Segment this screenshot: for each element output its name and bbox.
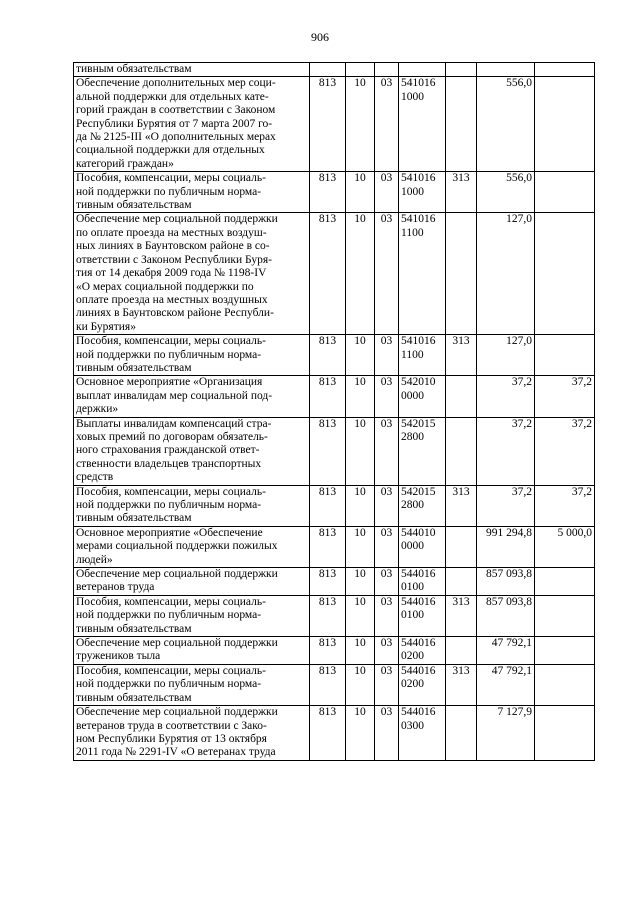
- row-name-line: линиях в Баунтовском районе Республи-: [76, 307, 274, 320]
- csr-code-line: 1100: [401, 226, 424, 239]
- row-name-line: тивным обязательствам: [76, 512, 192, 525]
- row-name-cell: [74, 568, 310, 596]
- row-name-line: категорий граждан»: [76, 157, 174, 170]
- sum-second-cell: 37,2: [535, 485, 595, 526]
- vr-code-cell: [446, 376, 477, 417]
- rz-code-cell: 10: [346, 595, 375, 636]
- row-name-line: тия от 14 декабря 2009 года № 1198-IV: [76, 267, 267, 280]
- vr-code-cell: [446, 526, 477, 567]
- csr-code-line: 541016: [401, 335, 436, 348]
- row-name-line: ной поддержки по публичным норма-: [76, 185, 262, 198]
- csr-code-line: 542015: [401, 485, 436, 498]
- csr-code-line: 544016: [401, 664, 436, 677]
- sum-first-cell: 991 294,8: [477, 526, 535, 567]
- csr-code-cell: [399, 568, 446, 596]
- pr-code-cell: 03: [375, 664, 399, 705]
- row-name-line: Обеспечение мер социальной поддержки: [76, 568, 278, 581]
- csr-code-cell: [399, 595, 446, 636]
- csr-code-cell: [399, 637, 446, 665]
- csr-code-line: 0200: [401, 678, 424, 691]
- row-name-cell: [74, 213, 310, 335]
- gr-code-cell: 813: [310, 335, 346, 376]
- sum-first-cell: 37,2: [477, 485, 535, 526]
- table-row: [74, 417, 595, 485]
- row-name-line: тивным обязательствам: [76, 63, 192, 75]
- rz-code-cell: [346, 63, 375, 77]
- row-name-line: держки»: [76, 403, 119, 416]
- row-name-cell: [74, 376, 310, 417]
- pr-code-cell: 03: [375, 172, 399, 213]
- row-name-cell: [74, 485, 310, 526]
- table-row: [74, 485, 595, 526]
- sum-first-cell: [477, 63, 535, 77]
- table-row: [74, 706, 595, 761]
- row-name-line: ного страхования гражданской ответ-: [76, 444, 260, 457]
- csr-code-line: 0100: [401, 609, 424, 622]
- row-name-line: ных линиях в Баунтовском районе в со-: [76, 240, 270, 253]
- row-name-line: Пособия, компенсации, меры социаль-: [76, 664, 266, 677]
- pr-code-cell: [375, 63, 399, 77]
- gr-code-cell: 813: [310, 485, 346, 526]
- row-name-line: тивным обязательствам: [76, 199, 192, 212]
- row-name-line: ветеранов труда в соответствии с Зако-: [76, 719, 267, 732]
- csr-code-line: 2800: [401, 499, 424, 511]
- pr-code-cell: 03: [375, 526, 399, 567]
- gr-code-cell: 813: [310, 706, 346, 761]
- sum-first-cell: 556,0: [477, 77, 535, 172]
- vr-code-cell: 313: [446, 595, 477, 636]
- row-name-line: Пособия, компенсации, меры социаль-: [76, 485, 266, 498]
- csr-code-cell: [399, 376, 446, 417]
- pr-code-cell: 03: [375, 417, 399, 485]
- pr-code-cell: 03: [375, 376, 399, 417]
- rz-code-cell: 10: [346, 417, 375, 485]
- table-row: [74, 335, 595, 376]
- csr-code-line: 1000: [401, 90, 424, 103]
- sum-first-cell: 47 792,1: [477, 637, 535, 665]
- sum-first-cell: 37,2: [477, 417, 535, 485]
- row-name-line: тивным обязательствам: [76, 691, 192, 704]
- row-name-cell: [74, 706, 310, 761]
- rz-code-cell: 10: [346, 637, 375, 665]
- row-name-line: «О мерах социальной поддержки по: [76, 280, 254, 293]
- gr-code-cell: 813: [310, 637, 346, 665]
- csr-code-cell: [399, 664, 446, 705]
- sum-second-cell: 37,2: [535, 376, 595, 417]
- row-name-line: Основное мероприятие «Организация: [76, 376, 263, 389]
- row-name-line: ховых премий по договорам обязатель-: [76, 430, 268, 443]
- table-body: [74, 63, 595, 761]
- rz-code-cell: 10: [346, 376, 375, 417]
- row-name-line: ной поддержки по публичным норма-: [76, 499, 262, 511]
- row-name-cell: [74, 77, 310, 172]
- table-row: [74, 664, 595, 705]
- rz-code-cell: 10: [346, 706, 375, 761]
- rz-code-cell: 10: [346, 526, 375, 567]
- rz-code-cell: 10: [346, 213, 375, 335]
- sum-second-cell: [535, 172, 595, 213]
- csr-code-line: 541016: [401, 77, 436, 90]
- row-name-cell: [74, 172, 310, 213]
- row-name-line: Пособия, компенсации, меры социаль-: [76, 595, 266, 608]
- row-name-line: Обеспечение мер социальной поддержки: [76, 213, 278, 226]
- pr-code-cell: 03: [375, 568, 399, 596]
- row-name-line: мерами социальной поддержки пожилых: [76, 540, 278, 553]
- gr-code-cell: 813: [310, 77, 346, 172]
- csr-code-line: 541016: [401, 172, 436, 185]
- row-name-line: Обеспечение дополнительных мер соци-: [76, 77, 276, 90]
- row-name-line: выплат инвалидам мер социальной под-: [76, 389, 273, 402]
- csr-code-cell: [399, 335, 446, 376]
- table-row: [74, 77, 595, 172]
- rz-code-cell: 10: [346, 664, 375, 705]
- sum-first-cell: 37,2: [477, 376, 535, 417]
- pr-code-cell: 03: [375, 213, 399, 335]
- pr-code-cell: 03: [375, 595, 399, 636]
- pr-code-cell: 03: [375, 485, 399, 526]
- gr-code-cell: 813: [310, 595, 346, 636]
- row-name-line: тивным обязательствам: [76, 622, 192, 635]
- row-name-line: Пособия, компенсации, меры социаль-: [76, 335, 266, 348]
- vr-code-cell: [446, 213, 477, 335]
- row-name-line: да № 2125-III «О дополнительных мерах: [76, 131, 276, 144]
- csr-code-line: 1000: [401, 185, 424, 198]
- csr-code-cell: [399, 213, 446, 335]
- row-name-cell: [74, 63, 310, 77]
- table-row: [74, 376, 595, 417]
- row-name-line: ственности владельцев транспортных: [76, 457, 262, 470]
- csr-code-line: 0000: [401, 540, 424, 553]
- pr-code-cell: 03: [375, 77, 399, 172]
- vr-code-cell: [446, 568, 477, 596]
- table-row: [74, 595, 595, 636]
- csr-code-cell: [399, 172, 446, 213]
- sum-second-cell: [535, 77, 595, 172]
- csr-code-line: 544016: [401, 568, 436, 581]
- row-name-line: Республики Бурятия от 7 марта 2007 го-: [76, 117, 273, 130]
- vr-code-cell: [446, 706, 477, 761]
- sum-second-cell: [535, 706, 595, 761]
- budget-table: [73, 62, 595, 761]
- rz-code-cell: 10: [346, 485, 375, 526]
- sum-first-cell: 556,0: [477, 172, 535, 213]
- table-row: [74, 568, 595, 596]
- table-row: [74, 637, 595, 665]
- row-name-line: по оплате проезда на местных воздуш-: [76, 226, 267, 239]
- csr-code-line: 0200: [401, 650, 424, 663]
- sum-first-cell: 857 093,8: [477, 568, 535, 596]
- gr-code-cell: 813: [310, 172, 346, 213]
- csr-code-cell: [399, 526, 446, 567]
- csr-code-cell: [399, 706, 446, 761]
- row-name-line: ном Республики Бурятия от 13 октября: [76, 732, 267, 745]
- row-name-cell: [74, 335, 310, 376]
- row-name-line: тивным обязательствам: [76, 361, 192, 374]
- row-name-cell: [74, 526, 310, 567]
- sum-first-cell: 127,0: [477, 335, 535, 376]
- row-name-line: социальной поддержки для отдельных: [76, 144, 265, 157]
- row-name-cell: [74, 417, 310, 485]
- table-row: [74, 526, 595, 567]
- sum-second-cell: [535, 568, 595, 596]
- row-name-cell: [74, 637, 310, 665]
- row-name-line: ки Бурятия»: [76, 320, 136, 333]
- csr-code-line: 544016: [401, 706, 436, 719]
- vr-code-cell: [446, 637, 477, 665]
- vr-code-cell: [446, 77, 477, 172]
- row-name-cell: [74, 664, 310, 705]
- sum-first-cell: 47 792,1: [477, 664, 535, 705]
- row-name-line: Пособия, компенсации, меры социаль-: [76, 172, 266, 185]
- row-name-line: средств: [76, 471, 114, 484]
- row-name-line: оплате проезда на местных воздушных: [76, 293, 268, 306]
- pr-code-cell: 03: [375, 335, 399, 376]
- row-name-line: ответствии с Законом Республики Буря-: [76, 253, 272, 266]
- row-name-line: Выплаты инвалидам компенсаций стра-: [76, 417, 272, 430]
- pr-code-cell: 03: [375, 637, 399, 665]
- row-name-line: Обеспечение мер социальной поддержки: [76, 706, 278, 719]
- csr-code-cell: [399, 63, 446, 77]
- gr-code-cell: 813: [310, 526, 346, 567]
- vr-code-cell: [446, 417, 477, 485]
- csr-code-line: 0100: [401, 581, 424, 594]
- gr-code-cell: 813: [310, 376, 346, 417]
- page-number: 906: [311, 30, 329, 44]
- row-name-line: горий граждан в соответствии с Законом: [76, 104, 276, 117]
- row-name-cell: [74, 595, 310, 636]
- vr-code-cell: 313: [446, 485, 477, 526]
- sum-second-cell: [535, 213, 595, 335]
- vr-code-cell: [446, 63, 477, 77]
- csr-code-line: 542015: [401, 417, 436, 430]
- gr-code-cell: 813: [310, 213, 346, 335]
- csr-code-cell: [399, 485, 446, 526]
- rz-code-cell: 10: [346, 77, 375, 172]
- csr-code-line: 542010: [401, 376, 436, 389]
- csr-code-line: 2800: [401, 430, 424, 443]
- sum-second-cell: [535, 63, 595, 77]
- row-name-line: альной поддержки для отдельных кате-: [76, 90, 269, 103]
- sum-second-cell: [535, 595, 595, 636]
- rz-code-cell: 10: [346, 172, 375, 213]
- row-name-line: ной поддержки по публичным норма-: [76, 609, 262, 622]
- csr-code-line: 0300: [401, 719, 424, 732]
- sum-second-cell: 5 000,0: [535, 526, 595, 567]
- table-row: [74, 172, 595, 213]
- csr-code-line: 544016: [401, 595, 436, 608]
- sum-second-cell: [535, 664, 595, 705]
- row-name-line: тружеников тыла: [76, 650, 161, 663]
- rz-code-cell: 10: [346, 335, 375, 376]
- csr-code-line: 544010: [401, 526, 436, 539]
- row-name-line: ветеранов труда: [76, 581, 155, 594]
- sum-second-cell: [535, 637, 595, 665]
- csr-code-line: 1100: [401, 348, 424, 361]
- vr-code-cell: 313: [446, 335, 477, 376]
- rz-code-cell: 10: [346, 568, 375, 596]
- sum-second-cell: 37,2: [535, 417, 595, 485]
- gr-code-cell: 813: [310, 664, 346, 705]
- vr-code-cell: 313: [446, 172, 477, 213]
- table-row: [74, 63, 595, 77]
- row-name-line: ной поддержки по публичным норма-: [76, 348, 262, 361]
- sum-first-cell: 127,0: [477, 213, 535, 335]
- row-name-line: Основное мероприятие «Обеспечение: [76, 526, 263, 539]
- sum-first-cell: 7 127,9: [477, 706, 535, 761]
- csr-code-line: 544016: [401, 637, 436, 650]
- row-name-line: 2011 года № 2291-IV «О ветеранах труда: [76, 746, 276, 759]
- vr-code-cell: 313: [446, 664, 477, 705]
- row-name-line: людей»: [76, 553, 113, 566]
- gr-code-cell: 813: [310, 568, 346, 596]
- pr-code-cell: 03: [375, 706, 399, 761]
- csr-code-cell: [399, 417, 446, 485]
- gr-code-cell: [310, 63, 346, 77]
- row-name-line: ной поддержки по публичным норма-: [76, 678, 262, 691]
- csr-code-line: 541016: [401, 213, 436, 226]
- csr-code-line: 0000: [401, 389, 424, 402]
- table-row: [74, 213, 595, 335]
- sum-first-cell: 857 093,8: [477, 595, 535, 636]
- csr-code-cell: [399, 77, 446, 172]
- row-name-line: Обеспечение мер социальной поддержки: [76, 637, 278, 650]
- gr-code-cell: 813: [310, 417, 346, 485]
- sum-second-cell: [535, 335, 595, 376]
